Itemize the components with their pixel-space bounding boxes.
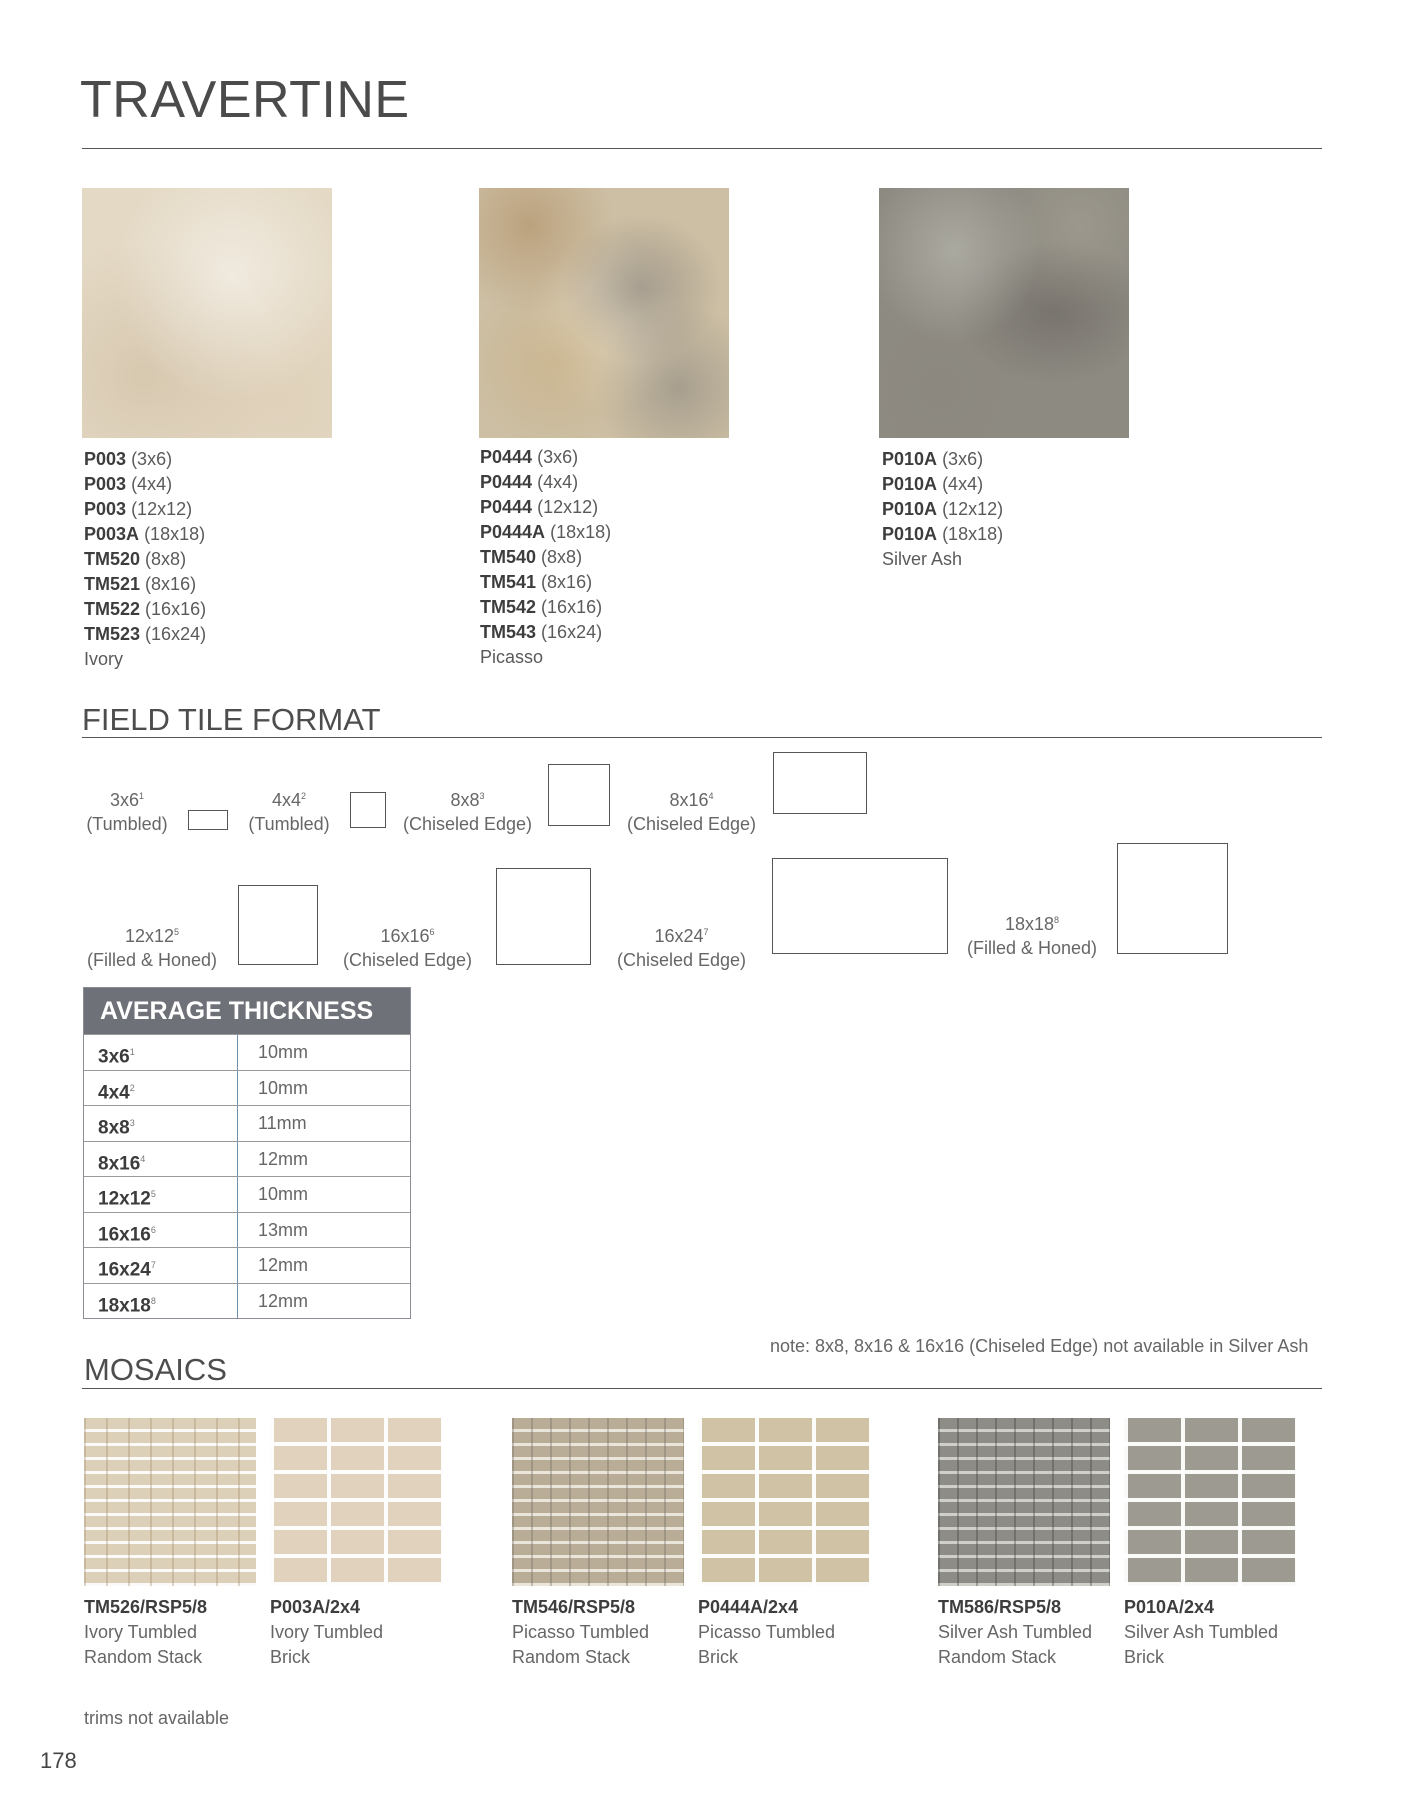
format-label-18x18: $18x18^8$ (Filled & Honed) [966,914,1098,958]
product-line: TM520 (8x8) [84,549,187,569]
trims-note: trims not available [84,1708,230,1728]
format-box-8x16 [773,752,867,814]
mosaic-caption: P0444A/2x4 Picasso Tumbled Brick [698,1597,836,1667]
thickness-value-cell: 12mm [258,1148,309,1169]
format-box-3x6 [188,810,228,830]
product-line: P003A (18x18) [84,524,206,544]
product-line: P003 (3x6) [84,449,173,469]
silver-ash-random-stack-mosaic-image [938,1418,1110,1586]
picasso-swatch-image [479,188,729,438]
product-line: TM541 (8x16) [480,572,593,592]
thickness-size-cell: $16x16^6$ [84,1213,238,1248]
average-thickness-heading: AVERAGE THICKNESS [84,988,410,1034]
thickness-size-cell: $8x8^3$ [84,1106,238,1141]
thickness-size-cell: $4x4^2$ [84,1071,238,1106]
picasso-product-list [480,445,611,670]
product-color-name: Picasso [480,647,544,667]
product-line: TM542 (16x16) [480,597,603,617]
ivory-brick-mosaic-image [270,1418,442,1586]
product-line: P003 (12x12) [84,499,193,519]
page-number: 178 [40,1748,77,1773]
mosaic-caption: TM546/RSP5/8 Picasso Tumbled Random Stack [512,1597,650,1667]
product-color-name: Ivory [84,649,124,669]
thickness-size-cell: $16x24^7$ [84,1248,238,1283]
table-row [84,1141,410,1177]
product-line: P010A (3x6) [882,449,984,469]
format-label-16x24: $16x24^7$ (Chiseled Edge) [616,926,747,970]
picasso-brick-mosaic-image [698,1418,870,1586]
product-line: TM521 (8x16) [84,574,197,594]
product-line: P010A (12x12) [882,499,1004,519]
product-line: TM543 (16x24) [480,622,603,642]
page-title: TRAVERTINE [80,71,410,129]
product-line: TM523 (16x24) [84,624,207,644]
product-line: P010A (18x18) [882,524,1004,544]
product-line: P0444 (12x12) [480,497,599,517]
title-rule [82,148,1322,149]
product-line: P0444 (4x4) [480,472,579,492]
mosaics-heading: MOSAICS [84,1352,227,1387]
thickness-value-cell: 11mm [258,1113,307,1133]
product-line: P0444 (3x6) [480,447,579,467]
product-line: TM522 (16x16) [84,599,207,619]
table-row [84,1034,410,1070]
thickness-value-cell: 12mm [258,1255,309,1275]
thickness-size-cell: $8x16^4$ [84,1142,238,1177]
product-line: P010A (4x4) [882,474,984,494]
thickness-value-cell: 13mm [258,1219,309,1240]
thickness-value-cell: 12mm [258,1290,309,1311]
thickness-value-cell: 10mm [258,1077,309,1098]
mosaic-caption: TM526/RSP5/8 Ivory Tumbled Random Stack [84,1597,208,1667]
format-label-4x4: $4x4^2$ (Tumbled) [248,790,330,834]
product-color-name: Silver Ash [882,549,963,569]
format-label-12x12: $12x12^5$ (Filled & Honed) [86,926,218,970]
table-row [84,1070,410,1106]
format-box-16x24 [772,858,948,954]
silver-ash-swatch-image [879,188,1129,438]
mosaics-rule [82,1388,1322,1389]
format-box-12x12 [238,885,318,965]
field-tile-format-rule [82,737,1322,738]
ivory-product-list [84,447,206,672]
table-row [84,1283,410,1319]
format-label-16x16: $16x16^6$ (Chiseled Edge) [342,926,473,970]
picasso-random-stack-mosaic-image [512,1418,684,1586]
availability-note: note: 8x8, 8x16 & 16x16 (Chiseled Edge) not available in Silver Ash [770,1336,1309,1356]
product-line: P0444A (18x18) [480,522,612,542]
silver-ash-brick-mosaic-image [1124,1418,1296,1586]
mosaic-caption: P010A/2x4 Silver Ash Tumbled Brick [1124,1597,1279,1667]
format-box-4x4 [350,792,386,828]
table-row [84,1105,410,1141]
thickness-size-cell: $12x12^5$ [84,1177,238,1212]
format-label-8x8: $8x8^3$ (Chiseled Edge) [402,790,533,834]
silver-ash-product-list [882,447,1003,572]
table-row [84,1176,410,1212]
ivory-swatch-image [82,188,332,438]
product-line: TM540 (8x8) [480,547,583,567]
thickness-size-cell: $18x18^8$ [84,1284,238,1319]
format-label-3x6: $3x6^1$ (Tumbled) [86,790,168,834]
thickness-size-cell: $3x6^1$ [84,1035,238,1070]
mosaic-caption: P003A/2x4 Ivory Tumbled Brick [270,1597,384,1667]
ivory-random-stack-mosaic-image [84,1418,256,1586]
thickness-value-cell: 10mm [258,1042,309,1062]
table-row [84,1212,410,1248]
thickness-value-cell: 10mm [258,1184,309,1204]
average-thickness-table [83,987,411,1319]
product-line: P003 (4x4) [84,474,173,494]
mosaic-caption: TM586/RSP5/8 Silver Ash Tumbled Random Stack [938,1597,1093,1667]
field-tile-format-heading: FIELD TILE FORMAT [82,702,381,737]
table-row [84,1247,410,1283]
format-label-8x16: $8x16^4$ (Chiseled Edge) [626,790,757,834]
format-box-18x18 [1117,843,1228,954]
format-box-8x8 [548,764,610,826]
format-box-16x16 [496,868,591,965]
